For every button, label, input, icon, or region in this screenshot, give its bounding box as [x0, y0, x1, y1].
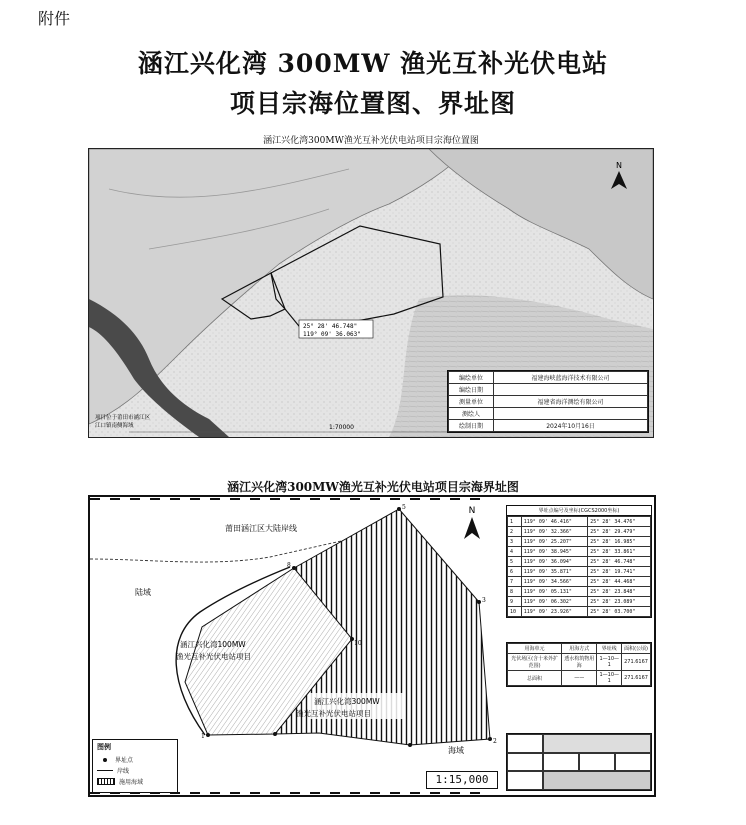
longitude-cell: 119° 09' 06.302"	[521, 597, 587, 607]
longitude-cell: 119° 09' 32.366"	[521, 527, 587, 537]
project-100mw-label-2: 渔光互补光伏电站项目	[176, 652, 251, 661]
title-block-label: 编绘单位	[449, 372, 494, 384]
boundary-point	[397, 507, 401, 511]
use-table-row	[508, 671, 651, 686]
coordinate-row	[508, 547, 651, 557]
use-table-cell: 271.6167	[622, 654, 651, 671]
attachment-label: 附件	[38, 9, 71, 28]
hatch-swatch-icon	[97, 778, 115, 785]
coordinate-row	[508, 527, 651, 537]
legend-item	[93, 754, 177, 765]
coordinate-table-box	[506, 505, 652, 618]
title-block-row	[449, 396, 648, 408]
project-300mw-label-1: 涵江兴化湾300MW	[314, 697, 380, 706]
title-block-value	[494, 384, 648, 396]
latitude-cell: 25° 28' 23.848"	[588, 587, 651, 597]
longitude-cell: 119° 09' 23.926"	[521, 607, 587, 617]
coordinate-row	[508, 577, 651, 587]
point-number: 5	[508, 557, 522, 567]
coordinate-table	[507, 516, 651, 617]
longitude-cell: 119° 09' 36.094"	[521, 557, 587, 567]
longitude-cell: 119° 09' 46.416"	[521, 517, 587, 527]
latitude-cell: 25° 28' 23.089"	[588, 597, 651, 607]
location-map-caption: 涵江兴化湾300MW渔光互补光伏电站项目宗海位置图	[263, 136, 479, 146]
title-block-value: 福建省海洋测绘有限公司	[494, 396, 648, 408]
coordinate-row	[508, 607, 651, 617]
coordinate-label-1: 25° 28' 46.748"	[303, 323, 358, 330]
point-number: 9	[508, 597, 522, 607]
use-table-cell: 总面积	[508, 671, 562, 686]
boundary-point	[477, 600, 481, 604]
use-table-cell: ——	[562, 671, 597, 686]
point-label: 3	[482, 597, 486, 604]
latitude-cell: 25° 28' 34.476"	[588, 517, 651, 527]
latitude-cell: 25° 28' 33.861"	[588, 547, 651, 557]
location-map	[88, 148, 654, 438]
legend-item-label: 界址点	[115, 757, 134, 764]
north-label: N	[616, 161, 622, 170]
use-table-header-cell: 界址线	[597, 644, 622, 654]
latitude-cell: 25° 28' 44.468"	[588, 577, 651, 587]
project-300mw-label-2: 渔光互补光伏电站项目	[296, 709, 371, 718]
use-table-header-cell: 用海单元	[508, 644, 562, 654]
longitude-cell: 119° 09' 05.131"	[521, 587, 587, 597]
latitude-cell: 25° 28' 03.700"	[588, 607, 651, 617]
boundary-point	[408, 743, 412, 747]
coordinate-row	[508, 587, 651, 597]
longitude-cell: 119° 09' 38.945"	[521, 547, 587, 557]
latitude-cell: 25° 28' 46.748"	[588, 557, 651, 567]
legend-item-label: 岸线	[117, 768, 130, 775]
longitude-cell: 119° 09' 25.207"	[521, 537, 587, 547]
location-map-scale: 1:70000	[329, 424, 354, 431]
latitude-cell: 25° 28' 16.985"	[588, 537, 651, 547]
land-label: 陆域	[135, 588, 151, 597]
boundary-point	[206, 733, 210, 737]
legend-item	[93, 776, 177, 787]
use-table-header-cell: 用海方式	[562, 644, 597, 654]
title-block-value: 2024年10月16日	[494, 420, 648, 432]
coordinate-row	[508, 567, 651, 577]
sea-label: 海域	[448, 746, 464, 755]
point-label: 10	[354, 640, 362, 647]
shoreline-label: 莆田涵江区大陆岸线	[225, 524, 297, 533]
title-block-label: 测量单位	[449, 396, 494, 408]
coordinate-row	[508, 517, 651, 527]
use-table-cell: 1—10—1	[597, 671, 622, 686]
title-block-row	[449, 408, 648, 420]
boundary-point-icon	[103, 758, 107, 762]
title-block-label: 绘制日期	[449, 420, 494, 432]
coordinate-row	[508, 537, 651, 547]
title-block-label: 测绘人	[449, 408, 494, 420]
use-table-cell: 1—10—1	[597, 654, 622, 671]
title-block-row	[449, 384, 648, 396]
point-number: 7	[508, 577, 522, 587]
point-number: 10	[508, 607, 522, 617]
boundary-map-caption: 涵江兴化湾300MW渔光互补光伏电站项目宗海界址图	[227, 480, 519, 494]
point-number: 4	[508, 547, 522, 557]
title-block-label: 编绘日期	[449, 384, 494, 396]
use-table-box	[506, 642, 652, 687]
use-table-cell: 透水构筑物用海	[562, 654, 597, 671]
point-number: 1	[508, 517, 522, 527]
coordinate-label-2: 119° 09' 36.063"	[303, 331, 361, 338]
legend	[92, 739, 178, 793]
point-label: 5	[402, 504, 406, 511]
north-label: N	[468, 506, 476, 516]
use-table	[507, 643, 651, 686]
point-number: 8	[508, 587, 522, 597]
longitude-cell: 119° 09' 34.566"	[521, 577, 587, 587]
title-block-row	[449, 420, 648, 432]
boundary-map	[88, 495, 656, 797]
shoreline-icon	[97, 770, 113, 771]
title-block-value: 福建海峡蓝海洋技术有限公司	[494, 372, 648, 384]
boundary-map-scale: 1:15,000	[426, 771, 498, 789]
coordinate-table-header: 界址点编号及坐标(CGCS2000坐标)	[507, 506, 651, 516]
longitude-cell: 119° 09' 35.871"	[521, 567, 587, 577]
boundary-point	[488, 737, 492, 741]
coordinate-row	[508, 597, 651, 607]
location-note-2: 江口镇南侧海域	[95, 423, 134, 429]
point-label: 1	[201, 733, 205, 740]
legend-title: 图例	[97, 743, 111, 751]
boundary-point	[273, 732, 277, 736]
latitude-cell: 25° 28' 19.741"	[588, 567, 651, 577]
location-map-title-block	[447, 370, 649, 433]
title-block-value	[494, 408, 648, 420]
legend-item-label: 施用海域	[119, 779, 144, 786]
document-title-line2: 项目宗海位置图、界址图	[229, 89, 516, 118]
document-title-line1: 涵江兴化湾 300MW 渔光互补光伏电站	[137, 49, 609, 78]
north-arrow-icon	[464, 506, 480, 539]
legend-item	[93, 765, 177, 776]
point-label: 8	[287, 562, 291, 569]
use-table-header-cell: 面积(公顷)	[622, 644, 651, 654]
coordinate-row	[508, 557, 651, 567]
use-table-cell: 271.6167	[622, 671, 651, 686]
use-table-header-row	[508, 644, 651, 654]
latitude-cell: 25° 28' 29.479"	[588, 527, 651, 537]
point-number: 2	[508, 527, 522, 537]
project-100mw-label-1: 涵江兴化湾100MW	[180, 640, 246, 649]
point-number: 6	[508, 567, 522, 577]
boundary-point	[292, 566, 296, 570]
point-number: 3	[508, 537, 522, 547]
point-label: 2	[493, 738, 497, 745]
boundary-map-title-block	[506, 733, 652, 791]
title-block-row	[449, 372, 648, 384]
use-table-cell: 光伏场区(含十米外扩范围)	[508, 654, 562, 671]
location-note-1: 项目位于莆田市涵江区	[95, 415, 151, 421]
use-table-row	[508, 654, 651, 671]
